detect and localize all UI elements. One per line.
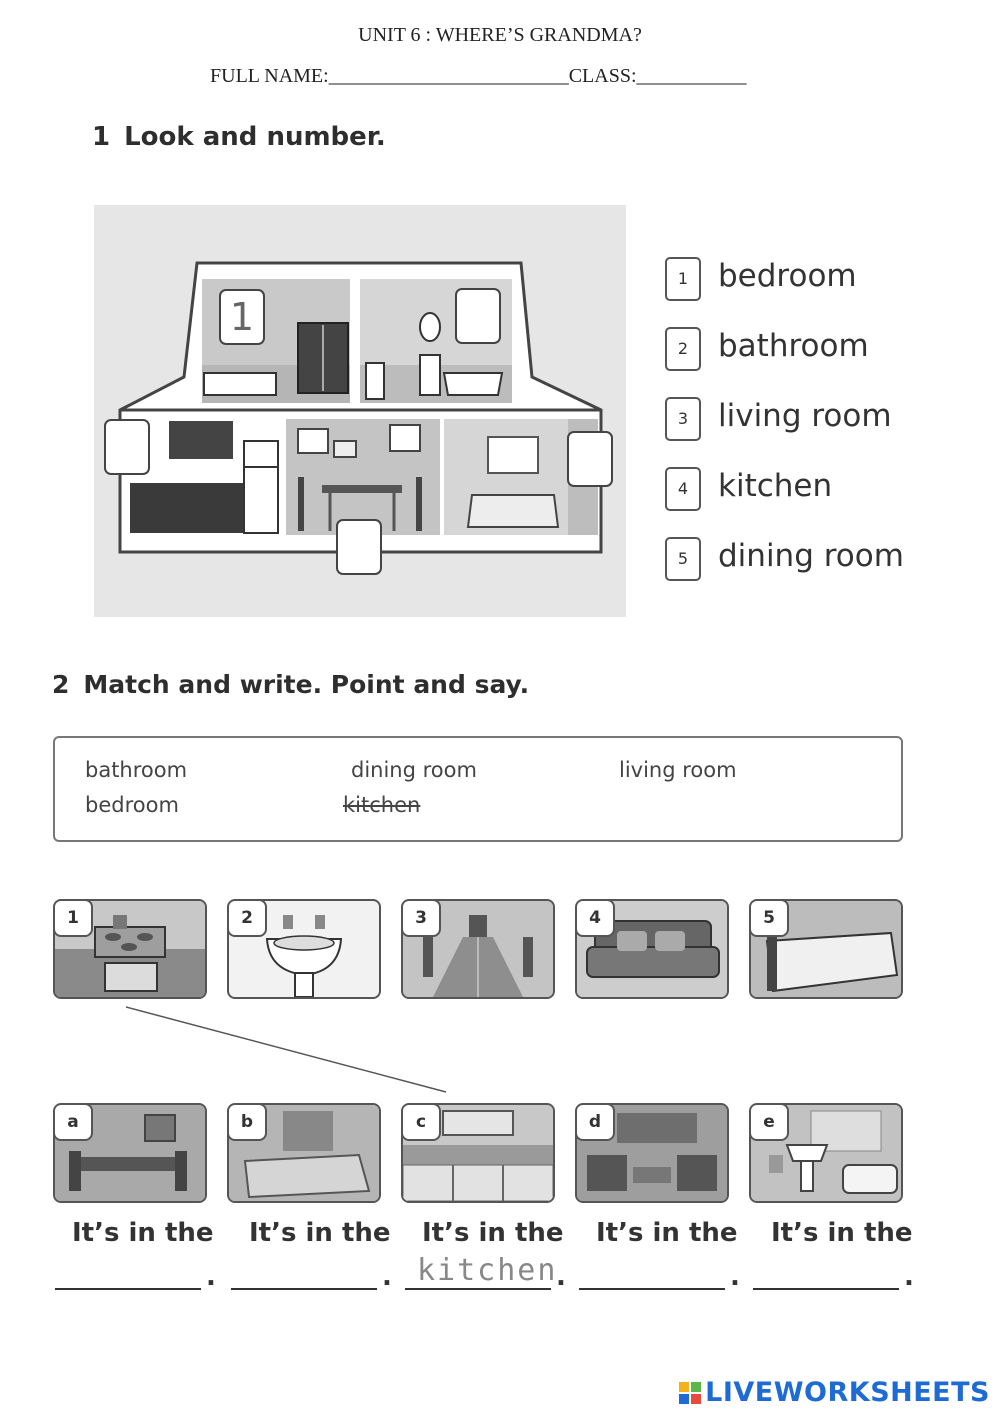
card-label-letter: c <box>401 1103 441 1141</box>
card-label-number: 2 <box>227 899 267 937</box>
picture-card-sink[interactable] <box>227 899 381 999</box>
legend-number: 2 <box>665 327 701 371</box>
house-answer-box-living-room[interactable] <box>568 432 612 486</box>
section1-heading <box>92 122 386 152</box>
answer-blank-a[interactable] <box>55 1288 201 1290</box>
sentence-prefix: It’s in the <box>249 1218 391 1248</box>
legend-word: bedroom <box>718 258 857 294</box>
sentence-prefix: It’s in the <box>422 1218 564 1248</box>
card-label-letter: b <box>227 1103 267 1141</box>
section2-number: 2 <box>52 670 70 699</box>
section1-number: 1 <box>92 122 111 152</box>
card-label-letter: e <box>749 1103 789 1141</box>
picture-card-kitchen[interactable] <box>401 1103 555 1203</box>
card-label-number: 5 <box>749 899 789 937</box>
picture-card-living-room[interactable] <box>575 1103 729 1203</box>
legend-number: 3 <box>665 397 701 441</box>
logo-icon <box>679 1382 701 1404</box>
sentence-period: . <box>730 1262 740 1292</box>
picture-card-bathroom[interactable] <box>749 1103 903 1203</box>
picture-card-bed[interactable] <box>749 899 903 999</box>
sentence-prefix: It’s in the <box>596 1218 738 1248</box>
picture-card-dining-table[interactable] <box>401 899 555 999</box>
worksheet-title: UNIT 6 : WHERE’S GRANDMA? <box>358 24 642 46</box>
legend-number: 5 <box>665 537 701 581</box>
card-label-number: 1 <box>53 899 93 937</box>
example-number: 1 <box>229 295 255 339</box>
picture-card-sofa[interactable] <box>575 899 729 999</box>
answer-blank-d[interactable] <box>579 1288 725 1290</box>
sentence-period: . <box>206 1262 216 1292</box>
section2-instruction: Match and write. Point and say. <box>83 670 530 699</box>
section1-instruction: Look and number. <box>124 122 386 152</box>
picture-card-kitchen-stove[interactable] <box>53 899 207 999</box>
liveworksheets-logo <box>679 1377 990 1408</box>
picture-card-bedroom[interactable] <box>227 1103 381 1203</box>
sentence-period: . <box>382 1262 392 1292</box>
word-bank-item: living room <box>619 758 737 782</box>
card-label-letter: a <box>53 1103 93 1141</box>
house-answer-box-bedroom[interactable] <box>220 290 264 344</box>
sentence-prefix: It’s in the <box>72 1218 214 1248</box>
answer-blank-b[interactable] <box>231 1288 377 1290</box>
legend-word: bathroom <box>718 328 869 364</box>
picture-card-dining-room[interactable] <box>53 1103 207 1203</box>
brand-name: LIVEWORKSHEETS <box>705 1377 990 1408</box>
example-answer-kitchen: kitchen <box>417 1253 558 1288</box>
word-bank-item-used: kitchen <box>343 793 421 817</box>
house-illustration <box>94 205 626 617</box>
sentence-period: . <box>556 1262 566 1292</box>
card-label-number: 3 <box>401 899 441 937</box>
word-bank <box>53 736 903 842</box>
name-class-line: FULL NAME:________________________CLASS:___________ <box>210 65 747 87</box>
sentence-period: . <box>904 1262 914 1292</box>
word-bank-item: bedroom <box>85 793 179 817</box>
house-answer-box-bathroom[interactable] <box>456 289 500 343</box>
legend-number: 4 <box>665 467 701 511</box>
legend-word: living room <box>718 398 892 434</box>
sentence-prefix: It’s in the <box>771 1218 913 1248</box>
house-answer-box-kitchen[interactable] <box>105 420 149 474</box>
legend-word: kitchen <box>718 468 833 504</box>
card-label-number: 4 <box>575 899 615 937</box>
answer-blank-c[interactable] <box>405 1288 551 1290</box>
section2-heading <box>52 670 529 699</box>
house-answer-box-dining-room[interactable] <box>337 520 381 574</box>
word-bank-item: dining room <box>351 758 477 782</box>
answer-blank-e[interactable] <box>753 1288 899 1290</box>
legend-word: dining room <box>718 538 904 574</box>
card-label-letter: d <box>575 1103 615 1141</box>
word-bank-item: bathroom <box>85 758 188 782</box>
legend-number: 1 <box>665 257 701 301</box>
